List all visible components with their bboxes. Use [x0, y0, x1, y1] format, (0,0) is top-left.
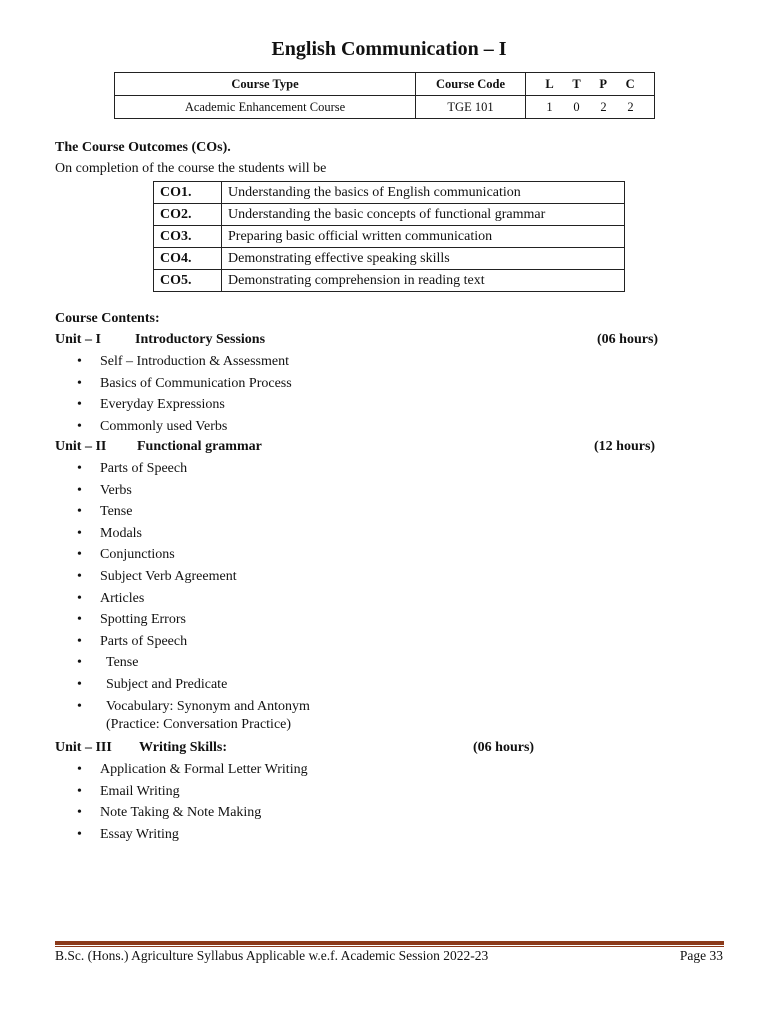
topic-text: Tense — [100, 504, 133, 520]
bullet: • — [77, 504, 82, 520]
list-item — [77, 824, 308, 846]
outcome-text: Demonstrating comprehension in reading text — [222, 270, 625, 292]
bullet: • — [77, 482, 82, 498]
list-item — [77, 609, 310, 631]
footer-text: B.Sc. (Hons.) Agriculture Syllabus Applicable w.e.f. Academic Session 2022-23 — [55, 948, 489, 963]
list-item — [77, 652, 310, 674]
bullet: • — [77, 612, 82, 628]
ltpc-header — [526, 73, 655, 96]
topic-text: Note Taking & Note Making — [100, 805, 262, 821]
unit-hours: (06 hours) — [597, 332, 659, 347]
outcome-text: Preparing basic official written communication — [222, 226, 625, 248]
p-header: P — [599, 76, 607, 91]
topic-text: Email Writing — [100, 783, 180, 799]
topic-text: Modals — [100, 525, 142, 541]
topic-text: Spotting Errors — [100, 612, 186, 628]
list-item — [77, 523, 310, 545]
topic-text: Conjunctions — [100, 547, 175, 563]
c-value: 2 — [627, 99, 634, 114]
bullet: • — [77, 762, 82, 777]
topic-text: Subject and Predicate — [106, 676, 228, 692]
list-item — [77, 759, 308, 781]
outcome-code: CO3. — [154, 226, 222, 248]
outcome-row — [154, 248, 625, 270]
topic-text: Basics of Communication Process — [100, 375, 292, 391]
bullet: • — [77, 397, 82, 413]
topic-text: Tense — [106, 655, 139, 671]
bullet: • — [77, 418, 82, 434]
c-header: C — [625, 76, 635, 91]
bullet: • — [77, 375, 82, 391]
outcomes-table — [153, 181, 625, 292]
outcome-row — [154, 204, 625, 226]
unit-3-header — [55, 740, 535, 756]
p-value: 2 — [600, 99, 607, 114]
outcome-text: Understanding the basics of English communication — [222, 182, 625, 204]
topic-text: Articles — [100, 590, 145, 606]
unit-label: Unit – I — [55, 332, 101, 347]
bullet: • — [77, 461, 82, 476]
list-item — [77, 781, 308, 803]
unit-hours: (12 hours) — [594, 439, 656, 454]
list-item — [77, 674, 310, 696]
unit-title: Introductory Sessions — [135, 332, 266, 347]
unit-hours: (06 hours) — [473, 740, 535, 755]
unit-1-topics — [77, 351, 292, 437]
outcomes-intro: On completion of the course the students will be — [55, 161, 327, 176]
unit-2-header — [55, 439, 656, 455]
unit-label: Unit – III — [55, 740, 112, 755]
t-value: 0 — [573, 99, 580, 114]
list-item — [77, 544, 310, 566]
outcome-code: CO5. — [154, 270, 222, 292]
outcome-code: CO4. — [154, 248, 222, 270]
page-title: English Communication – I — [271, 38, 507, 60]
list-item — [77, 588, 310, 610]
outcome-code: CO1. — [154, 182, 222, 204]
outcome-text: Understanding the basic concepts of functional grammar — [222, 204, 625, 226]
bullet: • — [77, 655, 82, 671]
bullet: • — [77, 698, 82, 714]
bullet: • — [77, 826, 82, 842]
course-type-value: Academic Enhancement Course — [115, 96, 416, 119]
t-header: T — [572, 76, 581, 91]
bullet: • — [77, 676, 82, 692]
unit-title: Functional grammar — [137, 439, 262, 454]
outcome-row — [154, 270, 625, 292]
topic-text: Vocabulary: Synonym and Antonym — [106, 698, 310, 714]
topic-text: Subject Verb Agreement — [100, 568, 237, 584]
footer-rule — [55, 941, 724, 945]
bullet: • — [77, 525, 82, 541]
outcome-row — [154, 226, 625, 248]
course-code-header: Course Code — [416, 73, 526, 96]
bullet: • — [77, 590, 82, 606]
bullet: • — [77, 633, 82, 649]
bullet: • — [77, 568, 82, 584]
topic-text: Essay Writing — [100, 826, 179, 842]
topic-text: Verbs — [100, 482, 132, 498]
course-table-header-row — [115, 73, 655, 96]
outcome-row — [154, 182, 625, 204]
list-item — [77, 351, 292, 373]
list-item — [77, 501, 310, 523]
list-item — [77, 566, 310, 588]
ltpc-values — [526, 96, 655, 119]
footer-rule-thin — [55, 946, 724, 947]
course-table-row — [115, 96, 655, 119]
list-item — [77, 458, 310, 480]
unit-2-topics — [77, 458, 310, 717]
list-item — [77, 394, 292, 416]
unit-title: Writing Skills: — [139, 740, 228, 755]
unit-3-topics — [77, 759, 308, 845]
page-number: Page 33 — [679, 948, 723, 963]
l-header: L — [545, 76, 554, 91]
practice-note: (Practice: Conversation Practice) — [106, 717, 292, 732]
list-item — [77, 373, 292, 395]
topic-text: Everyday Expressions — [100, 397, 225, 413]
course-info-table — [114, 72, 655, 119]
topic-text: Self – Introduction & Assessment — [100, 354, 289, 369]
unit-label: Unit – II — [55, 439, 107, 454]
bullet: • — [77, 805, 82, 821]
outcomes-heading: The Course Outcomes (COs). — [55, 140, 231, 155]
unit-1-header — [55, 332, 659, 348]
list-item — [77, 802, 308, 824]
course-code-value: TGE 101 — [416, 96, 526, 119]
l-value: 1 — [546, 99, 553, 114]
bullet: • — [77, 547, 82, 563]
outcome-code: CO2. — [154, 204, 222, 226]
contents-heading: Course Contents: — [55, 311, 160, 326]
topic-text: Parts of Speech — [100, 633, 188, 649]
topic-text: Commonly used Verbs — [100, 418, 228, 434]
topic-text: Parts of Speech — [100, 461, 188, 476]
list-item — [77, 696, 310, 718]
course-type-header: Course Type — [115, 73, 416, 96]
outcome-text: Demonstrating effective speaking skills — [222, 248, 625, 270]
topic-text: Application & Formal Letter Writing — [100, 762, 308, 777]
list-item — [77, 631, 310, 653]
list-item — [77, 480, 310, 502]
list-item — [77, 416, 292, 438]
bullet: • — [77, 354, 82, 369]
bullet: • — [77, 783, 82, 799]
